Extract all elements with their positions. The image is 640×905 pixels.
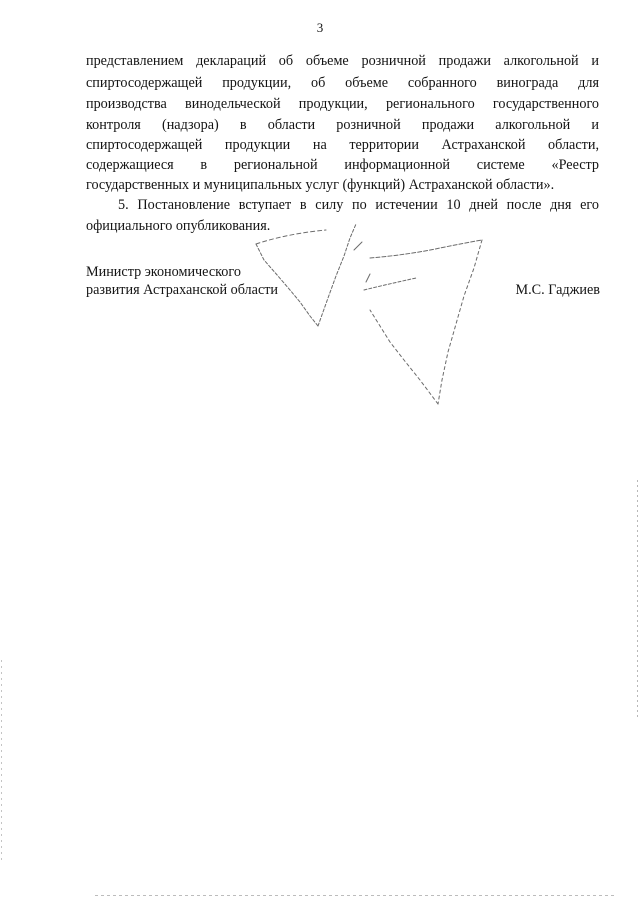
scan-edge-mark	[637, 480, 638, 720]
body-text-line: производства винодельческой продукции, регионального государственного	[86, 96, 599, 112]
body-text-line: содержащиеся в региональной информационной системе «Реестр	[86, 157, 599, 173]
scan-edge-mark	[95, 895, 615, 896]
body-text-line: представлением деклараций об объеме розничной продажи алкогольной и	[86, 53, 599, 69]
signatory-name: М.С. Гаджиев	[515, 282, 600, 298]
body-text-line: государственных и муниципальных услуг (функций) Астраханской области».	[86, 177, 555, 193]
page-number: 3	[316, 20, 324, 35]
signatory-position-line: развития Астраханской области	[86, 282, 279, 298]
body-text-line: спиртосодержащей продукции, об объеме собранного винограда для	[86, 75, 599, 91]
body-text-line: контроля (надзора) в области розничной продажи алкогольной и	[86, 117, 599, 133]
handwritten-signature-icon	[230, 220, 500, 410]
body-text-line: официального опубликования.	[86, 218, 271, 234]
body-text-line: 5. Постановление вступает в силу по истечении 10 дней после дня его	[118, 197, 599, 213]
body-text-line: спиртосодержащей продукции на территории Астраханской области,	[86, 137, 599, 153]
signatory-position-line: Министр экономического	[86, 264, 241, 280]
scan-edge-mark	[1, 660, 2, 860]
